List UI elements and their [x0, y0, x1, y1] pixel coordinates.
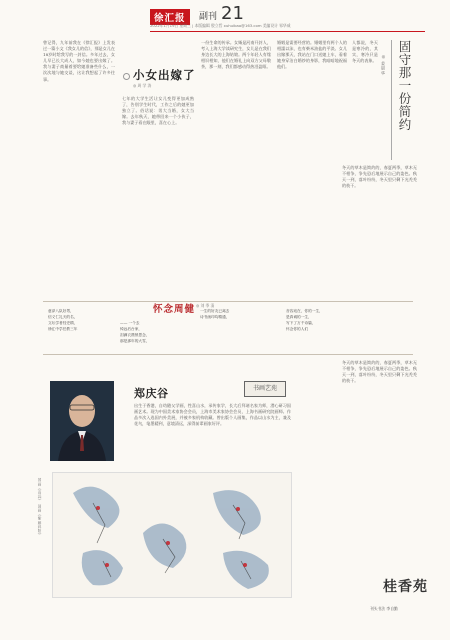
- story-column-1: 曾记得，九年前我在《徐汇报》上发表过一篇小文《我女儿的信》，那是女儿在18岁时给我写的一封信。多年过去，女儿早已长大成人，如今她也要出嫁了。我与妻子商量着要给她准备些什么，一次次地与她交谈，这让我想起了许多往事。: [43, 40, 115, 82]
- poem-line: 是真诚的一生，: [286, 315, 312, 319]
- poem-line: 一生的好友已离去: [200, 309, 230, 313]
- artist-bio: 出生于香港，自幼随父学画，性喜山水，承传家学，长大后拜诸名家为师，潜心研习国画艺术。现为中国美术家协会会员，上海市美术家协会会员，上海书画研究院画师。作品多次入选国内外美展，并被多家机构收藏。曾出版个人画集，作品以山水为主，兼及花鸟，笔墨精到，意境清远，深得前辈画家好评。: [134, 403, 291, 427]
- essay-title: 固守那一份简约: [391, 40, 413, 160]
- headline-ornament: [123, 73, 130, 80]
- newspaper-logo: 徐汇报: [150, 9, 190, 25]
- painting-image: [52, 472, 292, 598]
- essay-column-1: 人都说，冬天是寒冷的，其实，寒冷只是冬天的表象。: [352, 40, 378, 64]
- poem-line: 文坛学者经史精，: [48, 321, 78, 325]
- painting-illustration: [53, 473, 291, 597]
- story-column-4: 婚姻是需要经营的。婚姻里有两个人的相濡以沫，也有柴米油盐的平淡。女儿出嫁那天，我站在门口送她上车，看着她身穿洁白婚纱的身影，我暗暗地祝福他们。: [277, 40, 347, 70]
- essay-continued: 冬天的草木是简约的，春夏两季，草木无不相争，争先恐后地展示自己的姿色。秋天一到，落叶纷纷，冬天里只剩下光秃秃的枝干。: [342, 360, 417, 384]
- poem-line: —— 一个去: [120, 321, 140, 325]
- masthead-rule: [150, 31, 425, 32]
- story-headline: 小女出嫁了: [133, 68, 196, 82]
- section-name: 副刊: [199, 12, 218, 22]
- poem-title: 怀念周健: [153, 304, 196, 315]
- poem-line: 信义仁礼天的名，: [48, 315, 78, 319]
- poem-line: 诗书画印均精通，: [200, 315, 230, 319]
- story-column-2: 七年的大学生活让女儿变得更加成熟了，告别学生时代，工作之后的她更加独立了。俗话说：男大当婚，女大当嫁。去年秋天，她带回来一个小伙子，我与妻子看在眼里，喜在心上。: [122, 96, 194, 126]
- poem-author: ◎ 刘 季 清: [196, 303, 215, 308]
- column-stamp: 书画艺苑: [244, 381, 286, 397]
- poem-line: 悼远后台家，: [120, 327, 143, 331]
- poem-line: 那是那年的大雪，: [120, 339, 150, 343]
- essay-column-2: 冬天的草木是简约的，春夏两季，草木无不相争，争先恐后地展示自己的姿色。秋天一到，落叶纷纷，冬天里只剩下光秃秃的枝干。: [342, 165, 417, 189]
- date-line: 2022年1月19日 星期三 | 本版编辑 殷立哲 xuhuibao@163.com 美编设计 邹华威: [150, 23, 291, 28]
- essay-author: ◎ 姜晨华: [381, 54, 386, 76]
- artist-portrait-icon: [50, 381, 114, 461]
- story-column-3: 一份生命的传承。女婿是河南开封人，考入上海大学读研究生，女儿是在我们身边长大的上海姑娘。两个年轻人有缘相识相知，他们在婚礼上向双方父母敬茶，那一刻，我们都感动得热泪盈眶。: [201, 40, 271, 70]
- poem-line: 意泽八队好男，: [48, 309, 74, 313]
- story-byline: ◎ 周 学 涛: [133, 83, 152, 88]
- poem-line: 怀念你的人们: [286, 327, 309, 331]
- painting-caption: 国画《高远》 国画《紫藤斜阳》: [38, 478, 42, 538]
- poem-line: 音容宛在，你的一生，: [286, 309, 323, 313]
- artist-name: 郑庆谷: [134, 387, 169, 400]
- poem-line: 泪满衣襟悄思念，: [120, 333, 150, 337]
- artist-photo: [50, 381, 114, 461]
- calligraphy-title: 桂香苑: [383, 579, 428, 595]
- poem-line: 徐汇中学任教三年: [48, 327, 78, 331]
- page-number: 21: [221, 3, 244, 24]
- calligraphy-caption: 刊头书法 李自勤: [370, 606, 398, 611]
- poem-line: 写下了万千诗篇，: [286, 321, 316, 325]
